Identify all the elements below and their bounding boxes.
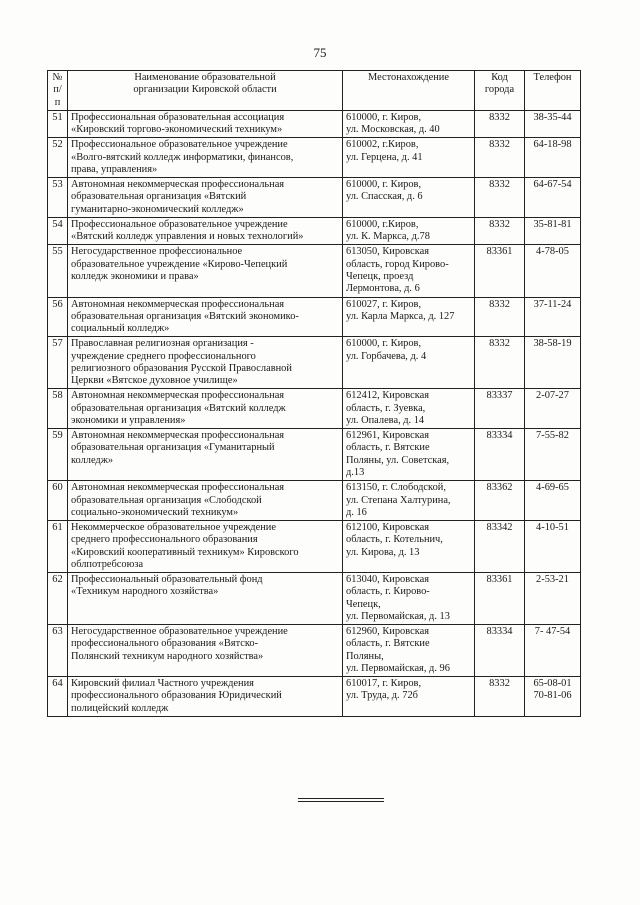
cell-phone: 7- 47-54 bbox=[525, 625, 581, 677]
table-row bbox=[48, 337, 581, 389]
table-row bbox=[48, 178, 581, 218]
cell-phone: 35-81-81 bbox=[525, 217, 581, 245]
cell-name: Автономная некоммерческая профессиональная образовательная организация «Гуманитарный колледж» bbox=[68, 429, 343, 481]
cell-name: Кировский филиал Частного учреждения профессионального образования Юридический полицейский колледж bbox=[68, 677, 343, 717]
cell-phone: 4-78-05 bbox=[525, 245, 581, 297]
table-row bbox=[48, 677, 581, 717]
cell-name: Негосударственное профессиональное образовательное учреждение «Кирово-Чепецкий колледж экономики и права» bbox=[68, 245, 343, 297]
cell-phone: 2-53-21 bbox=[525, 573, 581, 625]
page-number: 75 bbox=[313, 45, 327, 60]
cell-num: 64 bbox=[48, 677, 68, 717]
cell-code: 8332 bbox=[475, 337, 525, 389]
cell-phone: 64-67-54 bbox=[525, 178, 581, 218]
cell-code: 8332 bbox=[475, 217, 525, 245]
cell-name: Автономная некоммерческая профессиональная образовательная организация «Вятский гуманитарно-экономический колледж» bbox=[68, 178, 343, 218]
cell-location: 610002, г.Киров, ул. Герцена, д. 41 bbox=[343, 138, 475, 178]
cell-num: 61 bbox=[48, 521, 68, 573]
cell-code: 83362 bbox=[475, 481, 525, 521]
cell-location: 610000, г. Киров, ул. Московская, д. 40 bbox=[343, 110, 475, 138]
cell-num: 57 bbox=[48, 337, 68, 389]
cell-code: 8332 bbox=[475, 297, 525, 337]
cell-name: Негосударственное образовательное учреждение профессионального образования «Вятско- Полянский техникум народного хозяйства» bbox=[68, 625, 343, 677]
table-row bbox=[48, 625, 581, 677]
cell-num: 51 bbox=[48, 110, 68, 138]
cell-name: Некоммерческое образовательное учреждение среднего профессионального образования «Кировский кооперативный техникум» Кировского облпотребсоюза bbox=[68, 521, 343, 573]
organizations-table bbox=[47, 70, 581, 717]
table-row bbox=[48, 245, 581, 297]
table-row bbox=[48, 297, 581, 337]
cell-location: 610000, г. Киров, ул. Спасская, д. 6 bbox=[343, 178, 475, 218]
cell-location: 612961, Кировская область, г. Вятские Поляны, ул. Советская, д.13 bbox=[343, 429, 475, 481]
cell-num: 63 bbox=[48, 625, 68, 677]
cell-code: 83361 bbox=[475, 573, 525, 625]
cell-phone: 7-55-82 bbox=[525, 429, 581, 481]
cell-location: 610000, г. Киров, ул. Горбачева, д. 4 bbox=[343, 337, 475, 389]
cell-location: 612960, Кировская область, г. Вятские Поляны, ул. Первомайская, д. 96 bbox=[343, 625, 475, 677]
cell-location: 613040, Кировская область, г. Кирово- Чепецк, ул. Первомайская, д. 13 bbox=[343, 573, 475, 625]
cell-num: 52 bbox=[48, 138, 68, 178]
table-row bbox=[48, 429, 581, 481]
cell-phone: 65-08-01 70-81-06 bbox=[525, 677, 581, 717]
column-header-location: Местонахождение bbox=[343, 71, 475, 111]
table-row bbox=[48, 110, 581, 138]
cell-name: Профессиональная образовательная ассоциация «Кировский торгово-экономический техникум» bbox=[68, 110, 343, 138]
cell-phone: 4-69-65 bbox=[525, 481, 581, 521]
table-row bbox=[48, 389, 581, 429]
column-header-code: Код города bbox=[475, 71, 525, 111]
cell-name: Автономная некоммерческая профессиональная образовательная организация «Слободской социально-экономический техникум» bbox=[68, 481, 343, 521]
cell-location: 613150, г. Слободской, ул. Степана Халтурина, д. 16 bbox=[343, 481, 475, 521]
cell-num: 60 bbox=[48, 481, 68, 521]
cell-code: 83334 bbox=[475, 625, 525, 677]
cell-name: Профессиональный образовательный фонд «Техникум народного хозяйства» bbox=[68, 573, 343, 625]
table-row bbox=[48, 138, 581, 178]
column-header-num: № п/п bbox=[48, 71, 68, 111]
cell-name: Православная религиозная организация - учреждение среднего профессионального религиозного образования Русской Православной Церкви «Вятское духовное училище» bbox=[68, 337, 343, 389]
cell-phone: 64-18-98 bbox=[525, 138, 581, 178]
cell-code: 8332 bbox=[475, 677, 525, 717]
cell-num: 59 bbox=[48, 429, 68, 481]
cell-name: Профессиональное образовательное учреждение «Вятский колледж управления и новых технологий» bbox=[68, 217, 343, 245]
cell-num: 62 bbox=[48, 573, 68, 625]
cell-code: 83342 bbox=[475, 521, 525, 573]
column-header-phone: Телефон bbox=[525, 71, 581, 111]
table-header-row bbox=[48, 71, 581, 111]
cell-location: 610017, г. Киров, ул. Труда, д. 72б bbox=[343, 677, 475, 717]
cell-phone: 38-58-19 bbox=[525, 337, 581, 389]
cell-location: 613050, Кировская область, город Кирово- Чепецк, проезд Лермонтова, д. 6 bbox=[343, 245, 475, 297]
cell-name: Автономная некоммерческая профессиональная образовательная организация «Вятский колледж экономики и управления» bbox=[68, 389, 343, 429]
table-row bbox=[48, 573, 581, 625]
cell-code: 83361 bbox=[475, 245, 525, 297]
cell-code: 8332 bbox=[475, 178, 525, 218]
cell-location: 610000, г.Киров, ул. К. Маркса, д.78 bbox=[343, 217, 475, 245]
table-row bbox=[48, 481, 581, 521]
table-row bbox=[48, 217, 581, 245]
cell-num: 53 bbox=[48, 178, 68, 218]
footer-divider bbox=[298, 801, 384, 802]
column-header-name: Наименование образовательной организации Кировской области bbox=[68, 71, 343, 111]
table-row bbox=[48, 521, 581, 573]
cell-phone: 37-11-24 bbox=[525, 297, 581, 337]
cell-location: 612412, Кировская область, г. Зуевка, ул. Опалева, д. 14 bbox=[343, 389, 475, 429]
cell-name: Автономная некоммерческая профессиональная образовательная организация «Вятский экономико- социальный колледж» bbox=[68, 297, 343, 337]
cell-num: 55 bbox=[48, 245, 68, 297]
footer-divider bbox=[298, 798, 384, 799]
cell-code: 83334 bbox=[475, 429, 525, 481]
cell-code: 83337 bbox=[475, 389, 525, 429]
cell-location: 610027, г. Киров, ул. Карла Маркса, д. 127 bbox=[343, 297, 475, 337]
cell-phone: 4-10-51 bbox=[525, 521, 581, 573]
cell-num: 54 bbox=[48, 217, 68, 245]
cell-code: 8332 bbox=[475, 138, 525, 178]
cell-phone: 38-35-44 bbox=[525, 110, 581, 138]
cell-code: 8332 bbox=[475, 110, 525, 138]
cell-name: Профессиональное образовательное учреждение «Волго-вятский колледж информатики, финансов, права, управления» bbox=[68, 138, 343, 178]
cell-phone: 2-07-27 bbox=[525, 389, 581, 429]
cell-num: 58 bbox=[48, 389, 68, 429]
cell-num: 56 bbox=[48, 297, 68, 337]
cell-location: 612100, Кировская область, г. Котельнич, ул. Кирова, д. 13 bbox=[343, 521, 475, 573]
